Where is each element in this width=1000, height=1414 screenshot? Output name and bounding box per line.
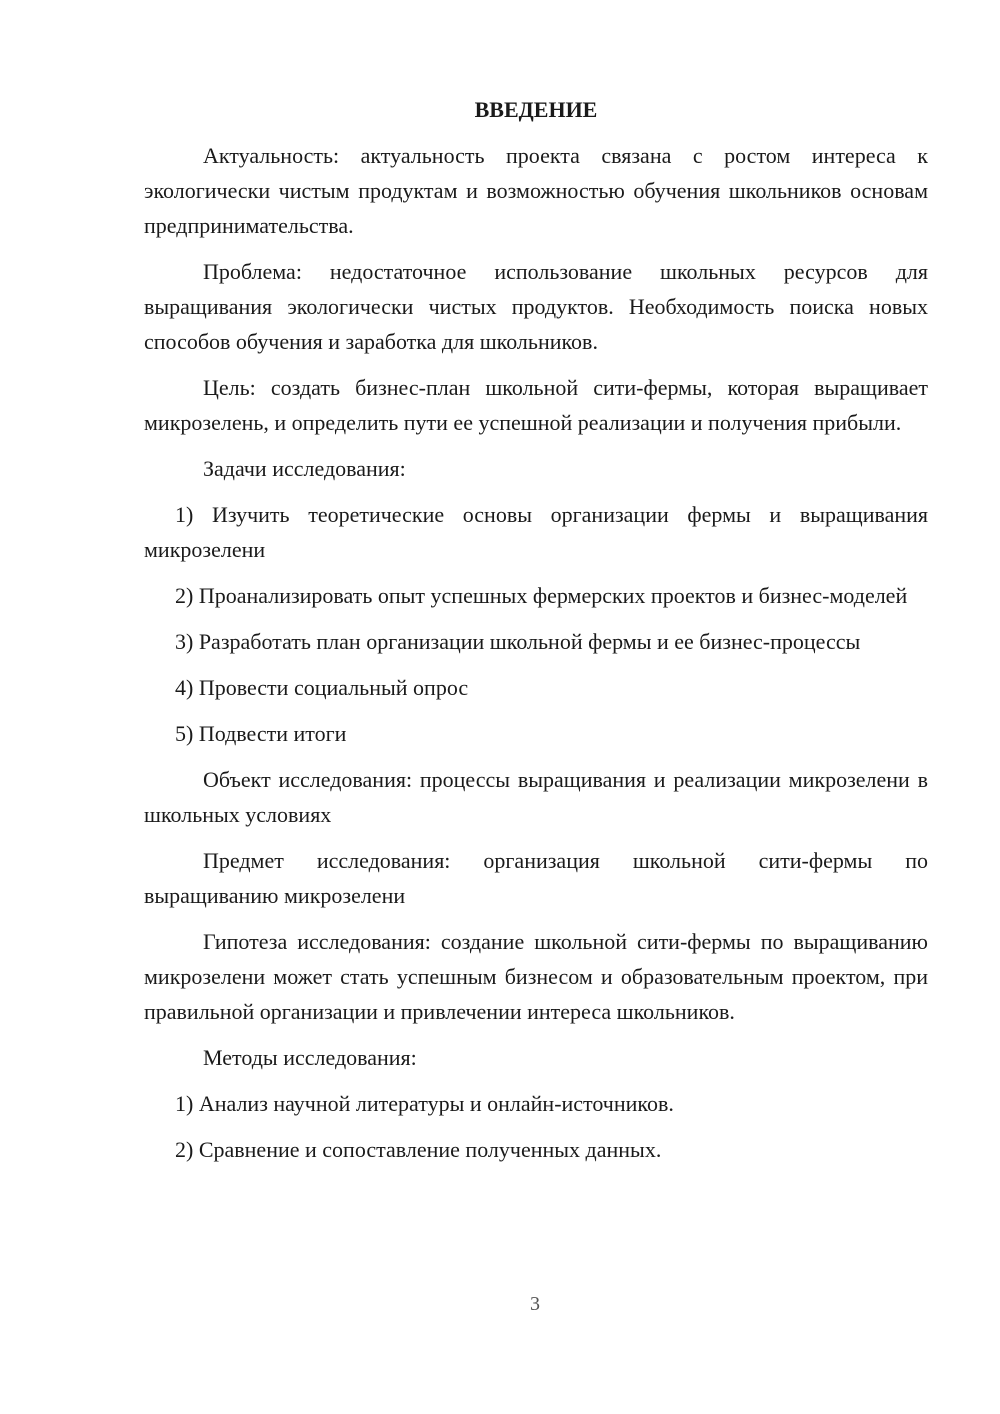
paragraph-subject: Предмет исследования: организация школьной сити-фермы по выращиванию микрозелени [144, 848, 928, 908]
list-item-task-5: 5) Подвести итоги [175, 721, 347, 746]
paragraph-relevance: Актуальность: актуальность проекта связана с ростом интереса к экологически чистым продуктам и возможностью обучения школьников основам предпринимательства. [144, 143, 928, 238]
paragraph-hypothesis: Гипотеза исследования: создание школьной сити-фермы по выращиванию микрозелени может стать успешным бизнесом и образовательным проектом, при правильной организации и привлечении интереса школьников. [144, 929, 928, 1024]
list-item-task-2: 2) Проанализировать опыт успешных фермерских проектов и бизнес-моделей [175, 583, 908, 608]
list-item-method-1: 1) Анализ научной литературы и онлайн-источников. [175, 1091, 674, 1116]
paragraph-problem: Проблема: недостаточное использование школьных ресурсов для выращивания экологически чистых продуктов. Необходимость поиска новых способов обучения и заработка для школьников. [144, 259, 928, 354]
document-page [144, 92, 928, 1167]
section-title: ВВЕДЕНИЕ [474, 97, 598, 122]
paragraph-tasks-heading: Задачи исследования: [203, 456, 406, 481]
list-item-method-2: 2) Сравнение и сопоставление полученных данных. [175, 1137, 662, 1162]
paragraph-object: Объект исследования: процессы выращивания и реализации микрозелени в школьных условиях [144, 767, 928, 827]
page-number: 3 [530, 1293, 540, 1315]
paragraph-methods-heading: Методы исследования: [203, 1045, 417, 1070]
list-item-task-1: 1) Изучить теоретические основы организации фермы и выращивания микрозелени [144, 502, 928, 562]
list-item-task-3: 3) Разработать план организации школьной фермы и ее бизнес-процессы [175, 629, 861, 654]
list-item-task-4: 4) Провести социальный опрос [175, 675, 469, 700]
paragraph-goal: Цель: создать бизнес-план школьной сити-фермы, которая выращивает микрозелень, и определить пути ее успешной реализации и получения прибыли. [144, 375, 928, 435]
